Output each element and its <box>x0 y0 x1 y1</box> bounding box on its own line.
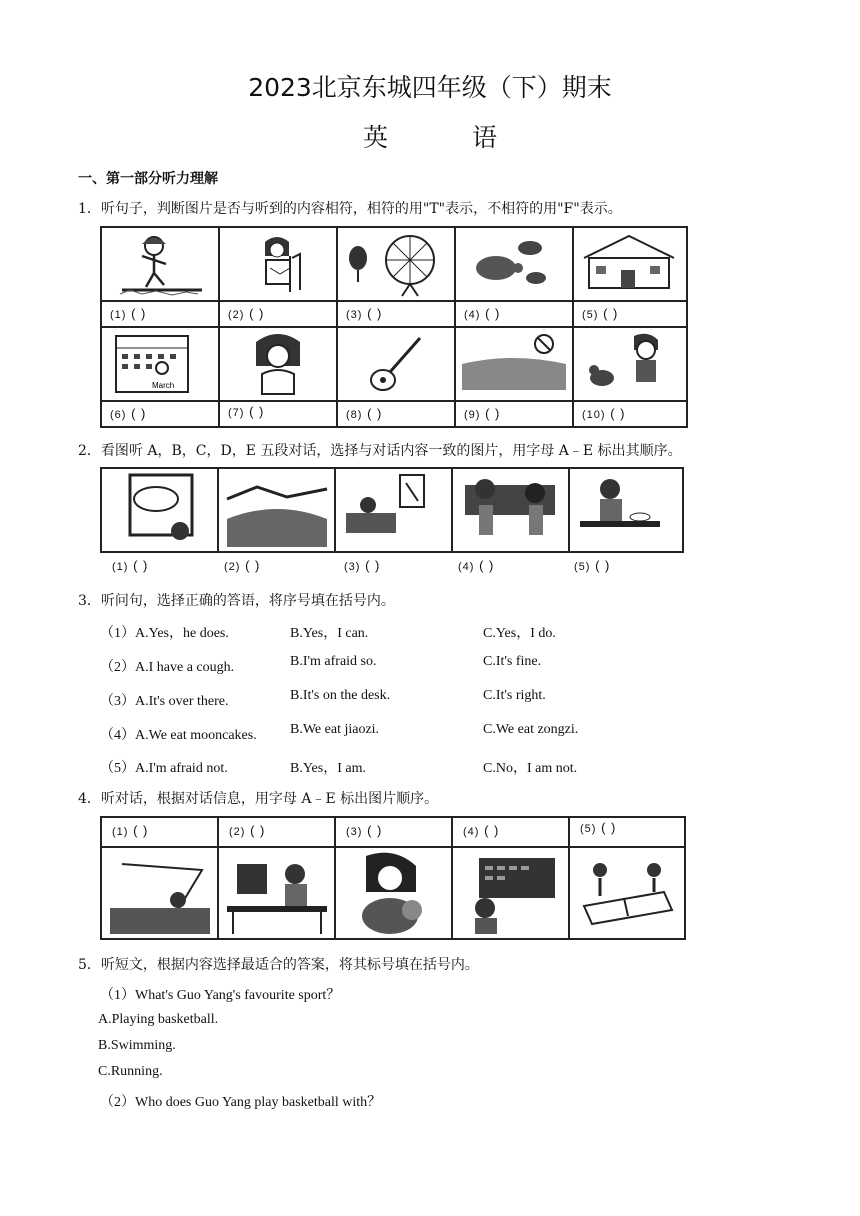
answer-blank[interactable]: ( ) <box>250 823 266 838</box>
q1-label: (2) <box>228 309 245 321</box>
answer-blank[interactable]: ( ) <box>249 306 265 321</box>
q2-label: (4) <box>458 561 475 573</box>
q2-label: (2) <box>224 561 241 573</box>
q4-instruction: 4．听对话，根据对话信息，用字母 A﹣E 标出图片顺序。 <box>78 791 439 807</box>
q3-option-c[interactable]: C.We eat zongzi. <box>483 722 579 737</box>
q3-option-b[interactable]: B.We eat jiaozi. <box>290 722 380 737</box>
q3-number: （2） <box>100 660 135 675</box>
answer-blank[interactable]: ( ) <box>367 406 383 421</box>
answer-blank[interactable]: ( ) <box>131 406 147 421</box>
q2-picture-5 <box>570 469 682 551</box>
q3-option-a[interactable]: A.I have a cough. <box>135 660 235 675</box>
q1-picture-2 <box>220 228 338 302</box>
q2-picture-row <box>100 467 684 553</box>
answer-blank[interactable]: ( ) <box>595 558 611 573</box>
q3-options <box>0 620 860 790</box>
q1-label: (1) <box>110 309 127 321</box>
q3-number: （4） <box>100 728 135 743</box>
q2-label: (3) <box>344 561 361 573</box>
q4-picture-4 <box>453 848 570 938</box>
q3-option-a[interactable]: A.We eat mooncakes. <box>135 728 257 743</box>
woman-with-toy-icon <box>336 848 451 938</box>
q3-number: （1） <box>100 626 135 641</box>
q5-option-c[interactable]: C.Running. <box>98 1064 163 1079</box>
answer-blank[interactable]: ( ) <box>133 558 149 573</box>
calendar-icon <box>102 328 218 400</box>
answer-blank[interactable]: ( ) <box>484 823 500 838</box>
q3-option-b[interactable]: B.Yes，I am. <box>290 761 366 776</box>
answer-blank[interactable]: ( ) <box>367 306 383 321</box>
answer-blank[interactable]: ( ) <box>131 306 147 321</box>
window-thought-icon <box>102 469 217 551</box>
q1-picture-7 <box>220 328 338 402</box>
q1-label: (4) <box>464 309 481 321</box>
section-heading: 一、第一部分听力理解 <box>78 171 218 187</box>
teacher-blackboard-icon <box>453 848 568 938</box>
answer-blank[interactable]: ( ) <box>249 404 265 419</box>
sick-girl-icon <box>220 328 336 400</box>
q4-label: (2) <box>229 826 246 838</box>
answer-blank[interactable]: ( ) <box>479 558 495 573</box>
q3-instruction: 3．听问句，选择正确的答语，将序号填在括号内。 <box>78 593 395 609</box>
answer-blank[interactable]: ( ) <box>601 820 617 835</box>
q3-option-b[interactable]: B.It's on the desk. <box>290 688 391 703</box>
q5-instruction: 5．听短文，根据内容选择最适合的答案，将其标号填在括号内。 <box>78 957 479 973</box>
q4-label: (4) <box>463 826 480 838</box>
table-tennis-icon <box>570 848 682 938</box>
boy-thinking-violin-icon <box>336 469 451 551</box>
two-children-blackboard-icon <box>453 469 568 551</box>
q1-label: (9) <box>464 409 481 421</box>
girl-reading-icon <box>220 228 336 300</box>
q2-picture-4 <box>453 469 570 551</box>
q2-picture-3 <box>336 469 453 551</box>
q3-option-a[interactable]: A.Yes，he does. <box>135 626 229 641</box>
q1-picture-5 <box>574 228 688 302</box>
calendar-month: March <box>152 381 175 390</box>
q2-instruction: 2．看图听 A，B，C，D，E 五段对话，选择与对话内容一致的图片，用字母 A﹣E 标出其顺序。 <box>78 443 682 459</box>
q2-answer-row <box>100 555 684 579</box>
q5-option-b[interactable]: B.Swimming. <box>98 1038 176 1053</box>
boy-eating-icon <box>570 469 680 551</box>
q3-option-c[interactable]: C.No，I am not. <box>483 761 578 776</box>
q1-label: (3) <box>346 309 363 321</box>
q1-picture-4 <box>456 228 574 302</box>
q3-option-c[interactable]: C.It's fine. <box>483 654 542 669</box>
q1-picture-10 <box>574 328 688 402</box>
q5-question-2: （2）Who does Guo Yang play basketball with？ <box>100 1095 382 1110</box>
answer-blank[interactable]: ( ) <box>133 823 149 838</box>
q3-number: （3） <box>100 694 135 709</box>
q3-option-b[interactable]: B.I'm afraid so. <box>290 654 377 669</box>
q2-label: (1) <box>112 561 129 573</box>
answer-blank[interactable]: ( ) <box>603 306 619 321</box>
q1-instruction: 1．听句子，判断图片是否与听到的内容相符，相符的用"T"表示，不相符的用"F"表示。 <box>78 201 622 217</box>
q1-label: (10) <box>582 409 606 421</box>
q1-label: (6) <box>110 409 127 421</box>
q4-picture-grid <box>100 816 686 940</box>
q2-picture-2 <box>219 469 336 551</box>
answer-blank[interactable]: ( ) <box>245 558 261 573</box>
q3-number: （5） <box>100 761 135 776</box>
q1-label: (8) <box>346 409 363 421</box>
boy-with-dog-icon <box>574 328 686 400</box>
q4-label: (3) <box>346 826 363 838</box>
answer-blank[interactable]: ( ) <box>485 306 501 321</box>
q1-picture-9 <box>456 328 574 402</box>
q4-picture-3 <box>336 848 453 938</box>
subject-title: 英 语 <box>363 123 535 152</box>
ferris-wheel-icon <box>338 228 454 300</box>
girl-skating-icon <box>102 228 218 300</box>
great-wall-icon <box>219 469 334 551</box>
answer-blank[interactable]: ( ) <box>485 406 501 421</box>
q1-label: (7) <box>228 407 245 419</box>
q1-picture-1 <box>102 228 220 302</box>
q3-option-a[interactable]: A.I'm afraid not. <box>135 761 228 776</box>
school-building-icon <box>574 228 686 300</box>
q5-option-a[interactable]: A.Playing basketball. <box>98 1012 219 1027</box>
q3-option-a[interactable]: A.It's over there. <box>135 694 229 709</box>
q4-label: (1) <box>112 826 129 838</box>
q1-picture-8 <box>338 328 456 402</box>
q4-picture-2 <box>219 848 336 938</box>
q4-picture-5 <box>570 848 684 938</box>
q3-option-c[interactable]: C.Yes，I do. <box>483 626 556 641</box>
boy-at-computer-icon <box>219 848 334 938</box>
q1-picture-grid <box>100 226 688 428</box>
q3-option-c[interactable]: C.It's right. <box>483 688 546 703</box>
kite-over-wall-icon <box>102 848 217 938</box>
q1-picture-3 <box>338 228 456 302</box>
guitar-icon <box>338 328 454 400</box>
no-swimming-lake-icon <box>456 328 572 400</box>
q4-picture-1 <box>102 848 219 938</box>
q2-picture-1 <box>102 469 219 551</box>
q1-picture-6 <box>102 328 220 402</box>
answer-blank[interactable]: ( ) <box>610 406 626 421</box>
answer-blank[interactable]: ( ) <box>365 558 381 573</box>
q3-option-b[interactable]: B.Yes，I can. <box>290 626 369 641</box>
answer-blank[interactable]: ( ) <box>367 823 383 838</box>
page-title: 2023北京东城四年级（下）期末 <box>248 73 612 102</box>
q1-label: (5) <box>582 309 599 321</box>
q2-label: (5) <box>574 561 591 573</box>
turtles-icon <box>456 228 572 300</box>
q4-label: (5) <box>580 823 597 835</box>
q5-question-1: （1）What's Guo Yang's favourite sport？ <box>100 988 341 1003</box>
